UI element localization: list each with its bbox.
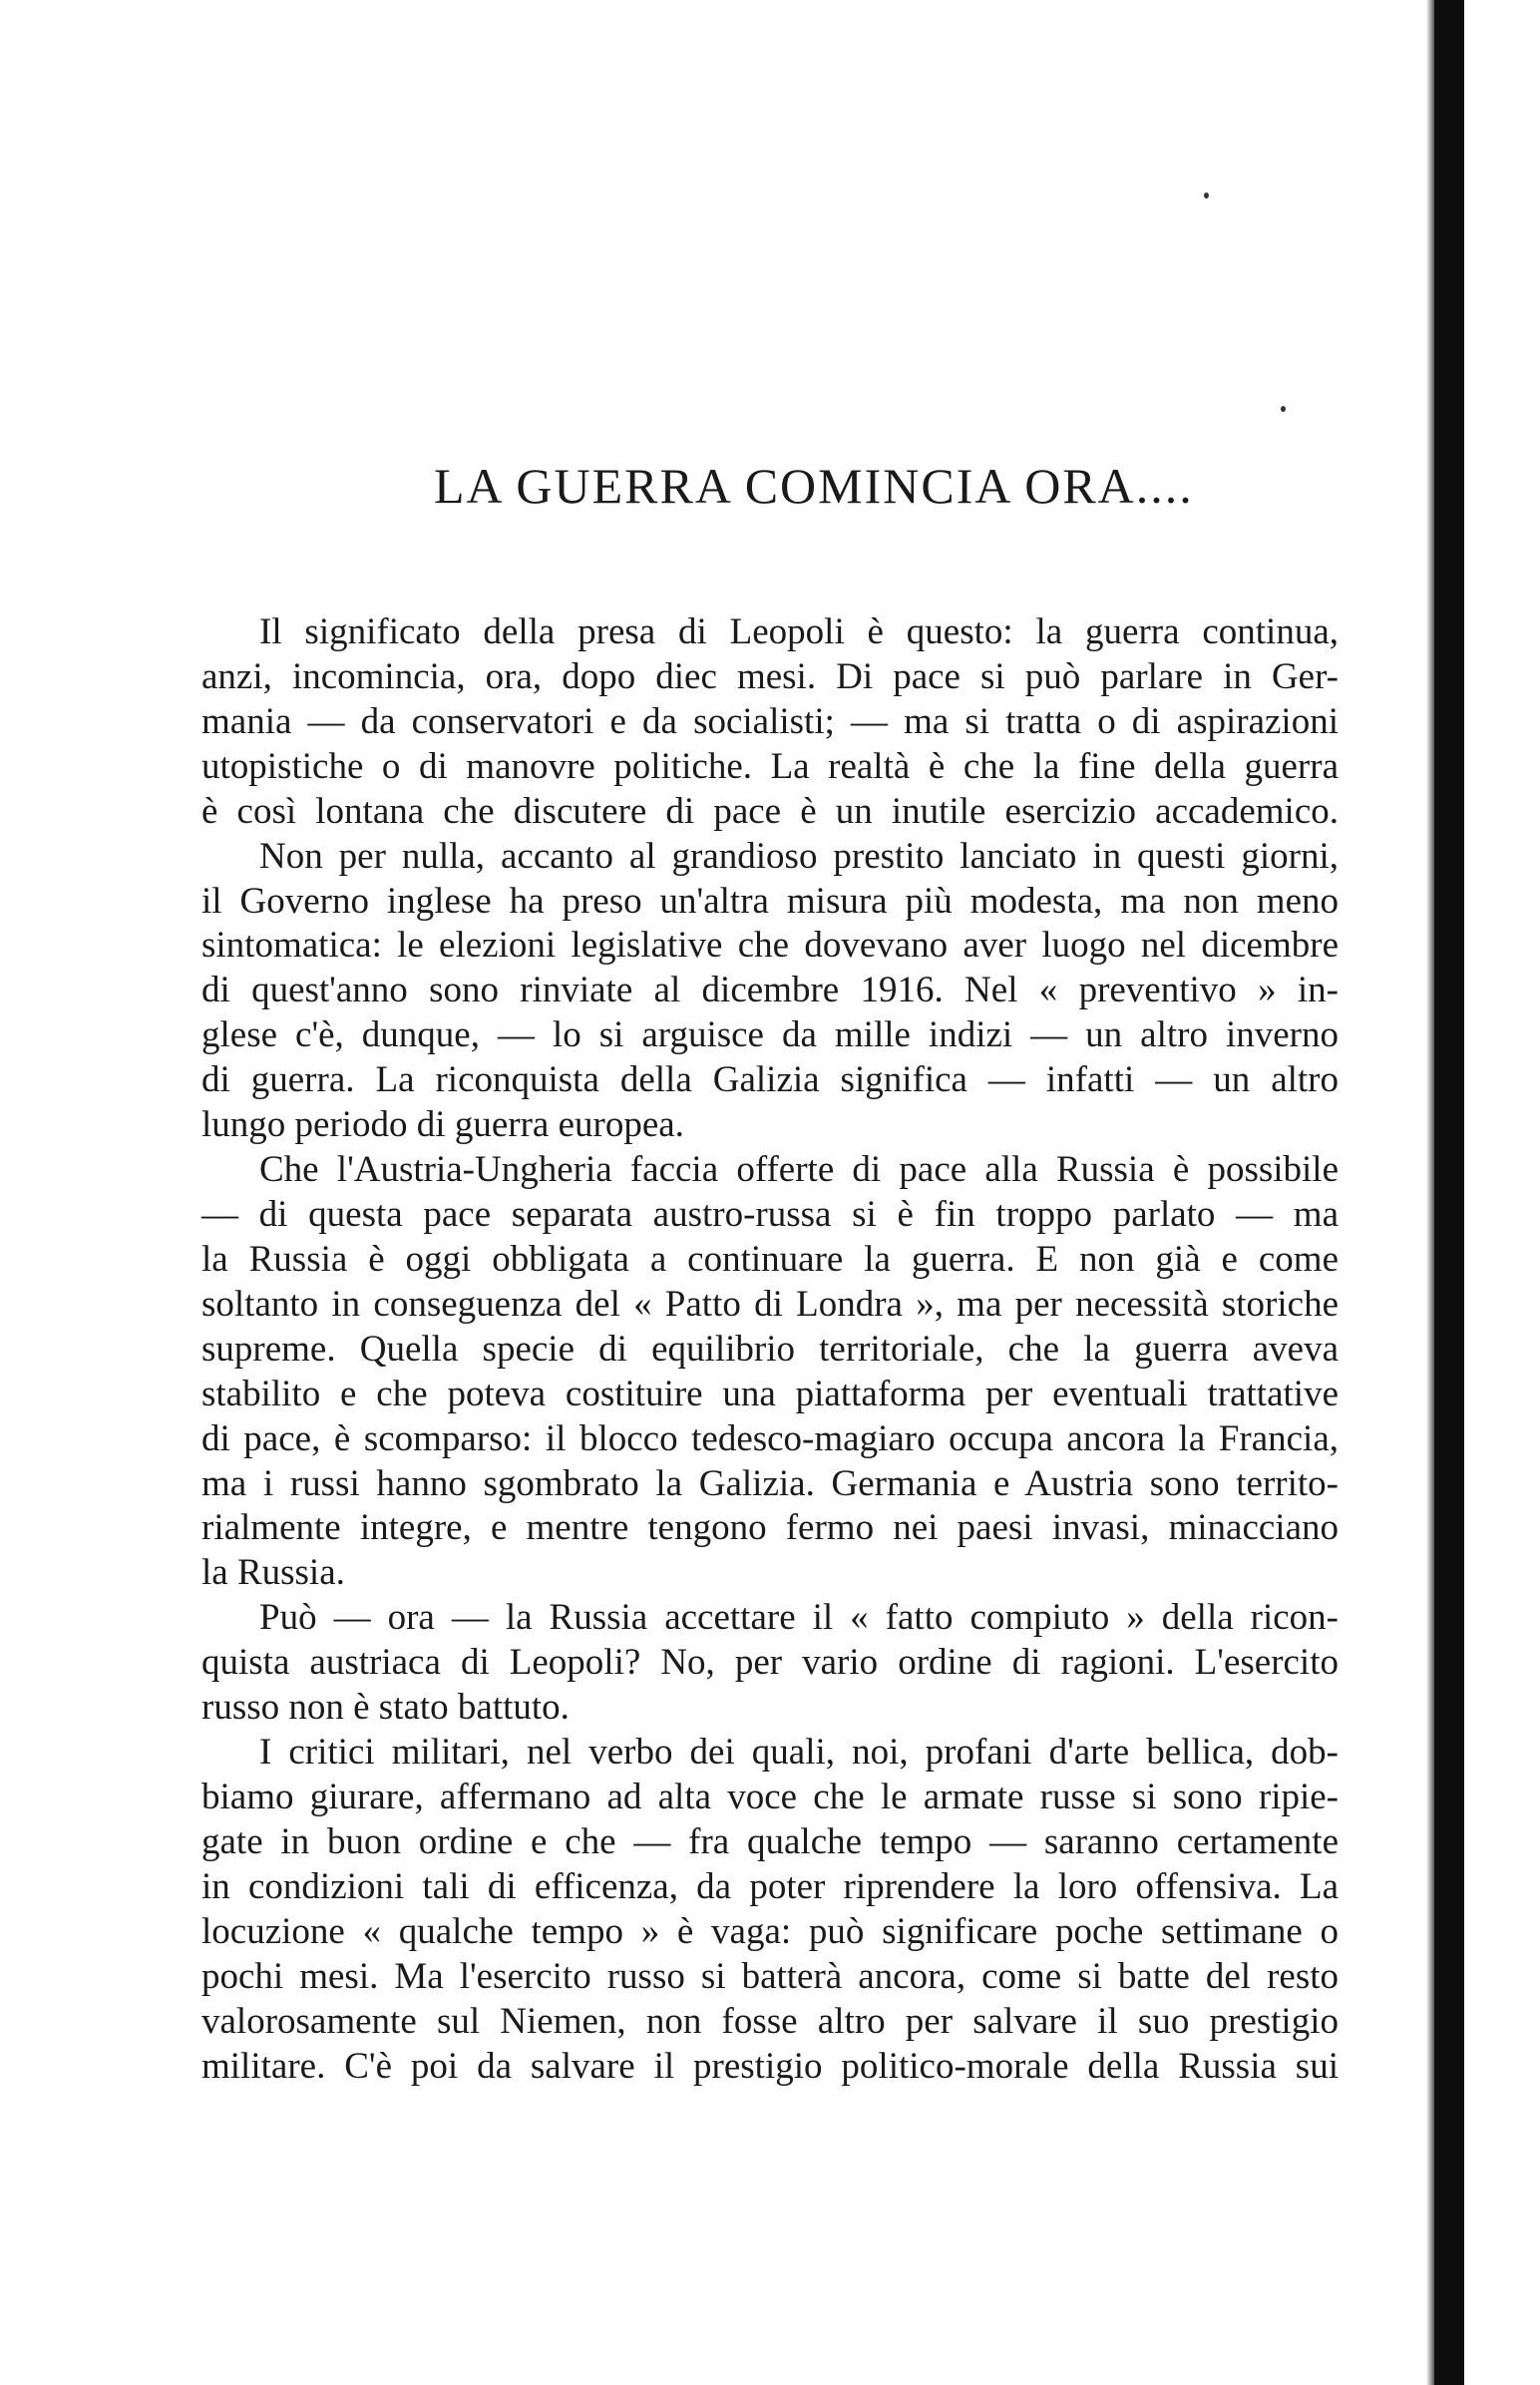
text-line: anzi, incomincia, ora, dopo diec mesi. Di pace si può parlare in Ger- [201, 655, 1339, 697]
text-line: la Russia. [201, 1552, 345, 1594]
text-line: gate in buon ordine e che — fra qualche tempo — saranno certamente [201, 1820, 1339, 1862]
text-line: glese c'è, dunque, — lo si arguisce da mille indizi — un altro inverno [201, 1014, 1339, 1056]
text-line: russo non è stato battuto. [201, 1687, 570, 1729]
text-line: militare. C'è poi da salvare il prestigio politico-morale della Russia sui [201, 2045, 1339, 2087]
text-line: biamo giurare, affermano ad alta voce che le armate russe si sono ripie- [201, 1776, 1339, 1817]
scan-speck [1204, 193, 1209, 199]
text-line: locuzione « qualche tempo » è vaga: può significare poche settimane o [201, 1910, 1339, 1952]
text-line: soltanto in conseguenza del « Patto di Londra », ma per necessità storiche [201, 1283, 1339, 1325]
text-line: — di questa pace separata austro-russa si è fin troppo parlato — ma [201, 1193, 1339, 1235]
text-line: utopistiche o di manovre politiche. La realtà è che la fine della guerra [201, 745, 1339, 787]
text-line: di quest'anno sono rinviate al dicembre 1916. Nel « preventivo » in- [201, 970, 1339, 1011]
text-line: è così lontana che discutere di pace è un inutile esercizio accademico. [201, 790, 1339, 832]
body-text [201, 610, 1339, 2089]
text-line: Può — ora — la Russia accettare il « fatto compiuto » della ricon- [259, 1597, 1339, 1639]
text-line: supreme. Quella specie di equilibrio territoriale, che la guerra aveva [201, 1328, 1339, 1370]
text-line: Non per nulla, accanto al grandioso prestito lanciato in questi giorni, [259, 835, 1339, 877]
chapter-title: LA GUERRA COMINCIA ORA.... [434, 458, 1194, 514]
text-line: ma i russi hanno sgombrato la Galizia. Germania e Austria sono territo- [201, 1462, 1339, 1504]
text-line: quista austriaca di Leopoli? No, per vario ordine di ragioni. L'esercito [201, 1642, 1339, 1684]
text-line: sintomatica: le elezioni legislative che dovevano aver luogo nel dicembre [201, 925, 1339, 967]
scan-edge-shadow [1426, 0, 1434, 2385]
scan-speck [1281, 406, 1286, 412]
text-line: la Russia è oggi obbligata a continuare la guerra. E non già e come [201, 1238, 1339, 1280]
text-line: in condizioni tali di efficenza, da poter riprendere la loro offensiva. La [201, 1865, 1339, 1907]
text-line: valorosamente sul Niemen, non fosse altro per salvare il suo prestigio [201, 2000, 1339, 2042]
text-line: rialmente integre, e mentre tengono fermo nei paesi invasi, minacciano [201, 1507, 1339, 1549]
text-line: pochi mesi. Ma l'esercito russo si batterà ancora, come si batte del resto [201, 1955, 1339, 1997]
text-line: stabilito e che poteva costituire una piattaforma per eventuali trattative [201, 1373, 1339, 1414]
text-line: di pace, è scomparso: il blocco tedesco-magiaro occupa ancora la Francia, [201, 1417, 1339, 1459]
scan-binding-edge [1434, 0, 1464, 2385]
text-line: I critici militari, nel verbo dei quali, noi, profani d'arte bellica, dob- [259, 1732, 1339, 1774]
text-line: Che l'Austria-Ungheria faccia offerte di pace alla Russia è possibile [259, 1149, 1339, 1191]
text-line: mania — da conservatori e da socialisti; — ma si tratta o di aspirazioni [201, 700, 1339, 742]
text-line: lungo periodo di guerra europea. [201, 1104, 684, 1146]
text-line: il Governo inglese ha preso un'altra misura più modesta, ma non meno [201, 880, 1339, 922]
text-line: di guerra. La riconquista della Galizia significa — infatti — un altro [201, 1059, 1339, 1101]
text-line: Il significato della presa di Leopoli è questo: la guerra continua, [259, 611, 1339, 652]
